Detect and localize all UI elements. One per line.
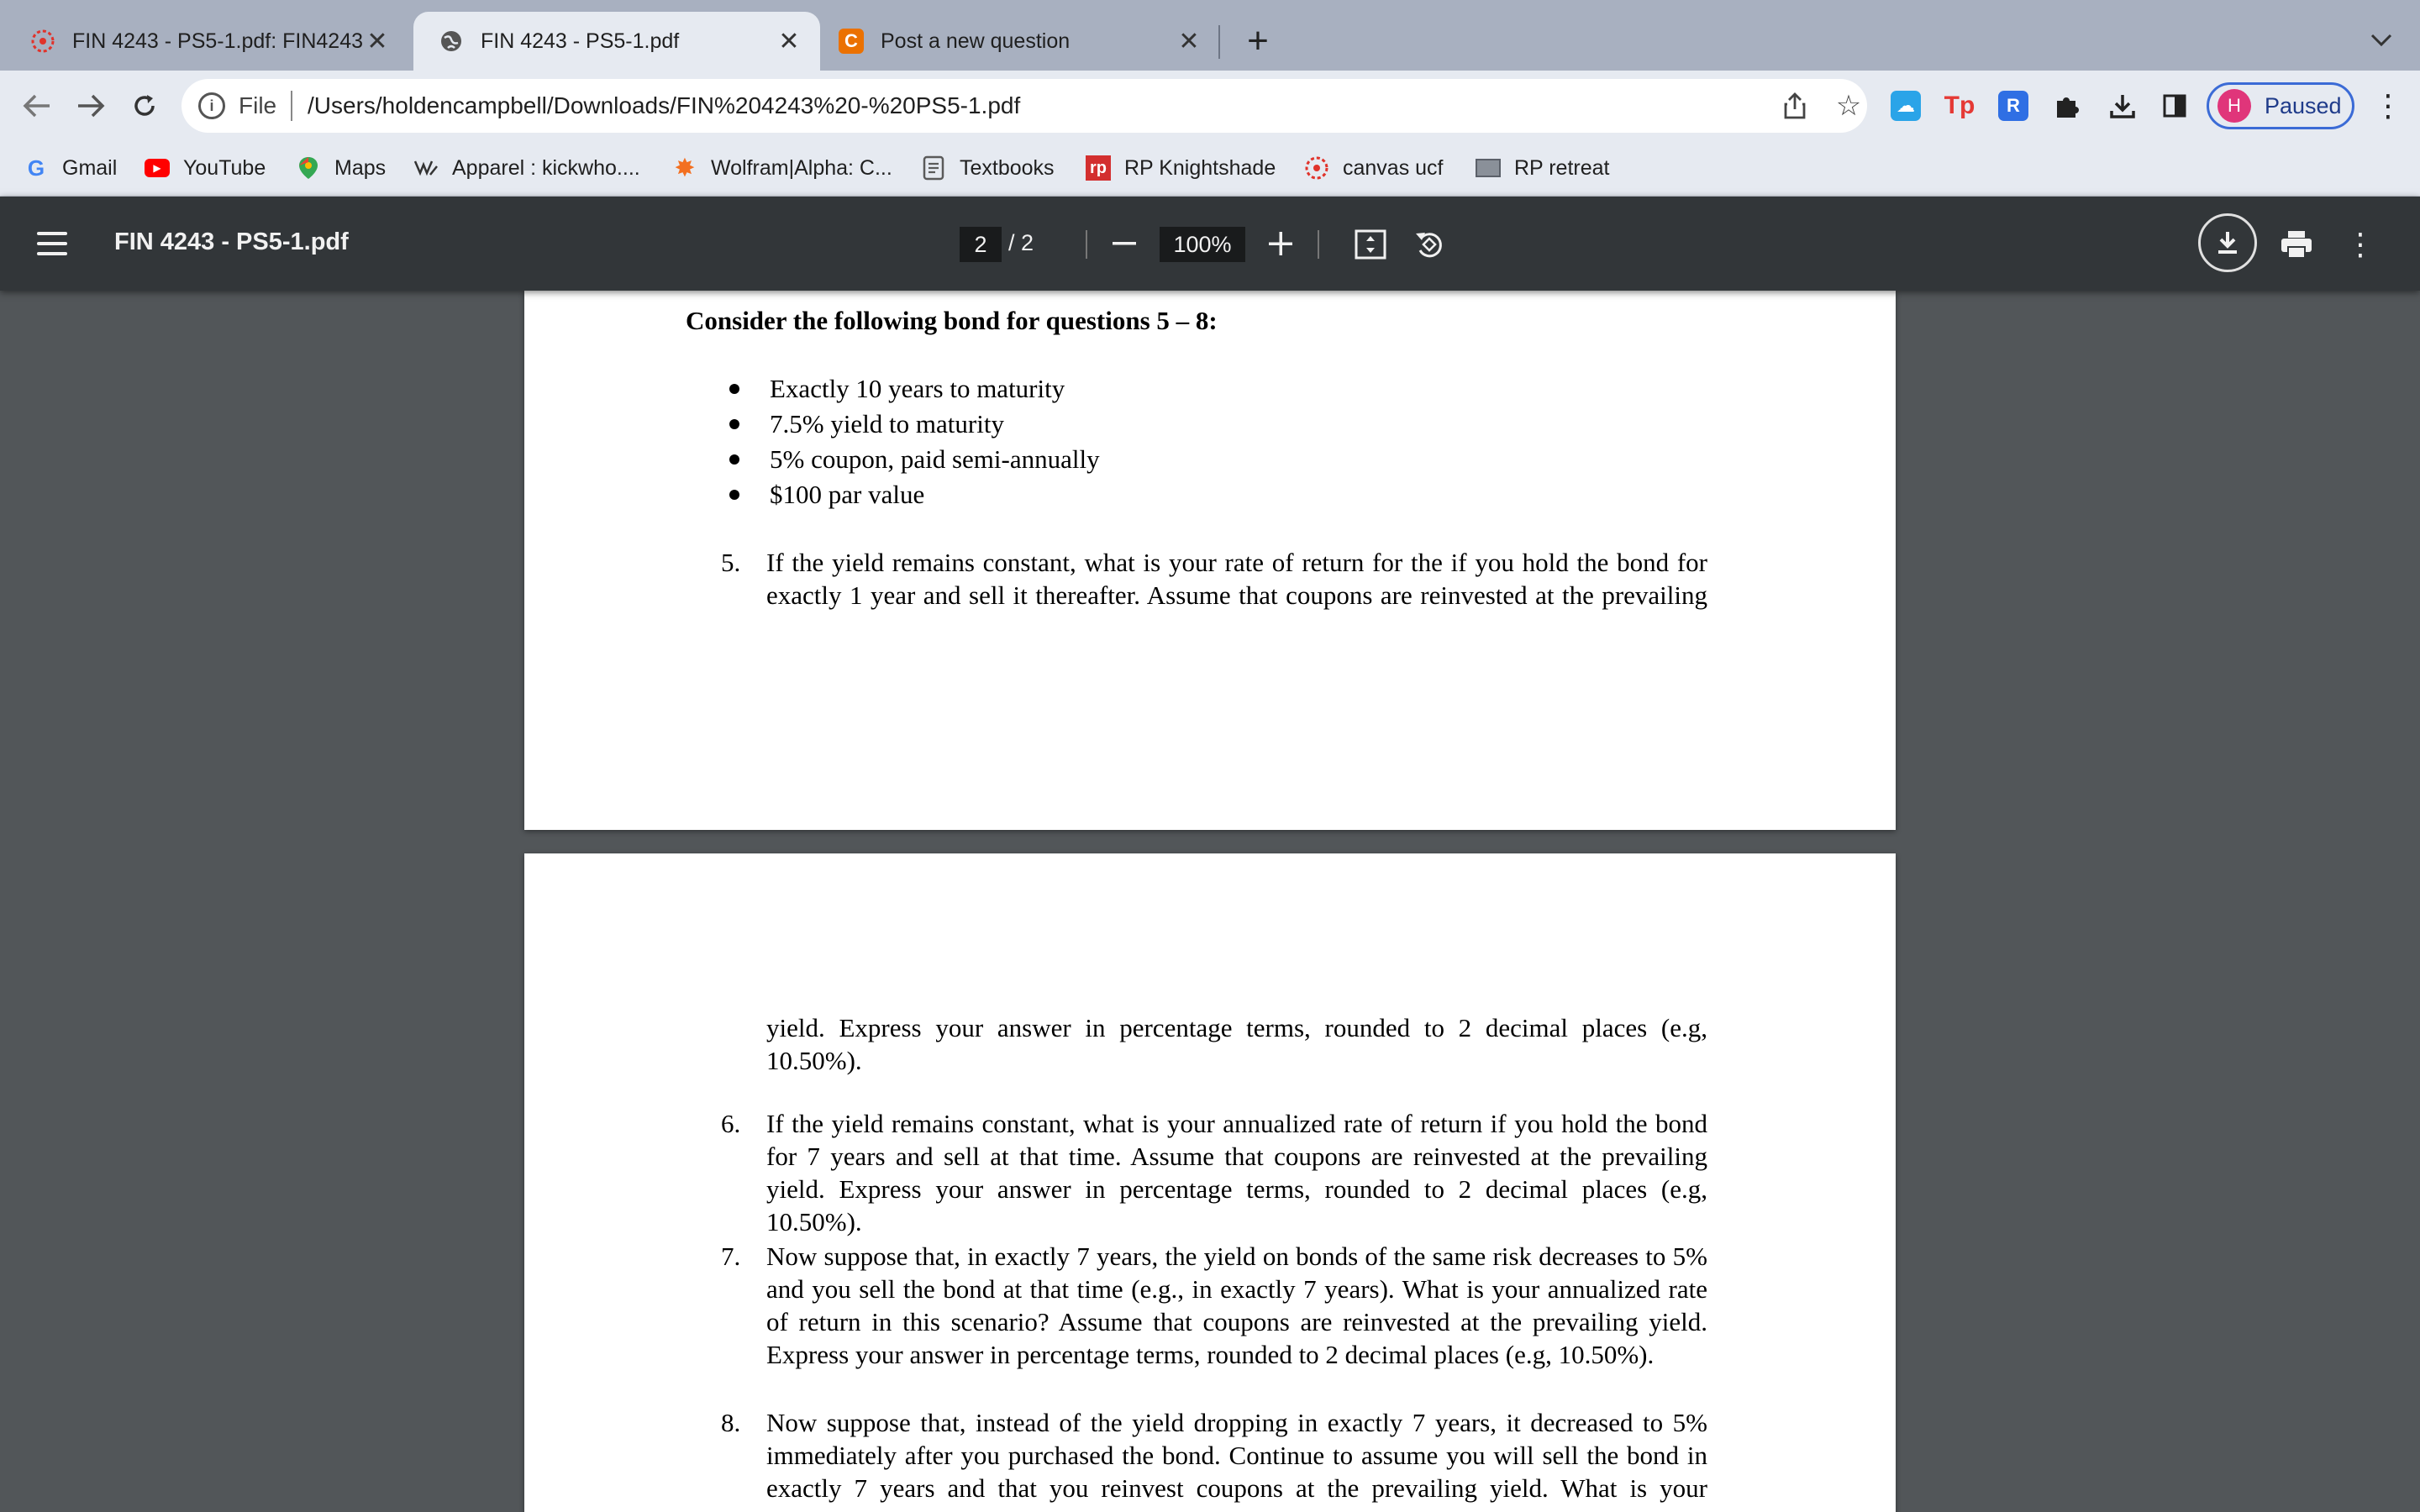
rp-icon: rp — [1086, 155, 1111, 181]
question-text: Now suppose that, in exactly 7 years, the yield on bonds of the same risk decreases to 5% and you sell the bond at that time (e.g., in exactly 7 years). What is your annualized rate of return in this scenario? Assume that coupons are reinvested at the prevailing yield. Express your answer in percentage terms, rounded to 2 decimal places (e.g, 10.50%). — [766, 1242, 1707, 1369]
rp-retreat-icon — [1476, 155, 1501, 181]
bookmark-textbooks[interactable] — [921, 151, 1055, 185]
bookmark-rp-retreat[interactable] — [1476, 151, 1609, 185]
download-pdf-button[interactable] — [2198, 213, 2257, 272]
address-bar[interactable] — [182, 79, 1867, 133]
tab-title: Post a new question — [881, 29, 1071, 53]
question-text: If the yield remains constant, what is your rate of return for the if you hold the bond for exactly 1 year and sell it thereafter. Assume that coupons are reinvested at the prevailing — [766, 548, 1707, 610]
list-item — [729, 442, 1100, 477]
list-item-text: Exactly 10 years to maturity — [770, 374, 1065, 403]
close-icon[interactable]: ✕ — [1178, 27, 1200, 55]
list-item-text: $100 par value — [770, 480, 925, 509]
extension-rt-icon[interactable]: R — [1998, 91, 2028, 121]
bookmark-star-icon[interactable]: ☆ — [1835, 90, 1862, 122]
tab-search-chevron-icon[interactable] — [2363, 22, 2400, 59]
hamburger-menu-icon[interactable] — [37, 228, 67, 259]
url-scheme-label: File — [239, 92, 277, 118]
browser-menu-icon[interactable]: ⋮ — [2373, 88, 2403, 123]
profile-button[interactable] — [2207, 82, 2354, 129]
downloads-icon[interactable] — [2106, 89, 2139, 123]
print-icon[interactable] — [2279, 227, 2314, 262]
reload-icon[interactable] — [126, 87, 163, 124]
tab-separator — [1218, 25, 1220, 59]
bookmark-canvas-ucf[interactable] — [1304, 151, 1444, 185]
bookmark-label: Textbooks — [960, 155, 1055, 180]
tab-strip — [0, 0, 2420, 71]
avatar: H — [2217, 89, 2251, 123]
canvas-icon — [1304, 155, 1329, 181]
globe-icon — [439, 29, 464, 54]
bookmark-label: RP retreat — [1514, 155, 1610, 180]
tab-canvas-pdf[interactable] — [5, 12, 408, 71]
document-icon — [921, 155, 946, 181]
list-item-text: 7.5% yield to maturity — [770, 409, 1004, 438]
toolbar-separator — [1318, 230, 1319, 259]
bookmark-label: canvas ucf — [1343, 155, 1444, 180]
tab-title: FIN 4243 - PS5-1.pdf — [481, 29, 680, 53]
zoom-level-input[interactable]: 100% — [1160, 227, 1245, 262]
question-6 — [721, 1107, 1707, 1238]
list-item — [729, 477, 1100, 512]
question-number: 8. — [721, 1408, 741, 1437]
bullet-icon — [729, 454, 739, 465]
extension-tp-icon[interactable]: Tp — [1944, 92, 1975, 119]
zoom-in-icon[interactable] — [1264, 227, 1297, 260]
tab-pdf-active[interactable] — [413, 12, 820, 71]
bullet-icon — [729, 419, 739, 429]
back-arrow-icon[interactable] — [18, 87, 55, 124]
bookmark-label: Gmail — [62, 155, 118, 180]
close-icon[interactable]: ✕ — [778, 27, 800, 55]
pdf-page-2 — [524, 853, 1896, 1512]
bullet-icon — [729, 490, 739, 500]
close-icon[interactable]: ✕ — [366, 27, 388, 55]
canvas-icon — [30, 29, 55, 54]
question-number: 5. — [721, 548, 741, 577]
pdf-toolbar — [0, 197, 2420, 291]
bookmark-label: Wolfram|Alpha: C... — [711, 155, 892, 180]
question-text: If the yield remains constant, what is your annualized rate of return if you hold the bond for 7 years and sell at that time. Assume that coupons are reinvested at the prevailing yield. Express your answer in percentage terms, rounded to 2 decimal places (e.g, 10.50%). — [766, 1109, 1707, 1236]
download-icon — [2215, 230, 2240, 255]
profile-status-label: Paused — [2265, 92, 2342, 118]
wolfram-icon: ✸ — [674, 154, 696, 182]
bookmark-label: YouTube — [183, 155, 266, 180]
zoom-out-icon[interactable] — [1107, 227, 1141, 260]
bookmark-wolfram[interactable] — [672, 151, 892, 185]
page-number-input[interactable]: 2 — [960, 227, 1002, 262]
bookmark-gmail[interactable] — [24, 151, 117, 185]
list-item-text: 5% coupon, paid semi-annually — [770, 444, 1100, 474]
question-5 — [721, 546, 1707, 612]
pdf-title: FIN 4243 - PS5-1.pdf — [114, 228, 349, 255]
maps-icon — [296, 155, 321, 181]
toolbar-separator — [1086, 230, 1087, 259]
question-8 — [721, 1406, 1707, 1504]
bookmark-maps[interactable] — [296, 151, 386, 185]
side-panel-icon[interactable] — [2158, 89, 2191, 123]
forward-arrow-icon[interactable] — [72, 87, 109, 124]
fit-to-page-icon[interactable] — [1353, 227, 1388, 262]
youtube-icon: ▶ — [145, 155, 170, 181]
bookmark-label: RP Knightshade — [1124, 155, 1276, 180]
rotate-icon[interactable] — [1412, 227, 1447, 262]
pdf-page-1 — [524, 291, 1896, 830]
bookmark-label: Apparel : kickwho.... — [452, 155, 640, 180]
extension-cloud-icon[interactable]: ☁ — [1891, 91, 1921, 121]
more-options-icon[interactable]: ⋮ — [2345, 227, 2375, 261]
bookmark-youtube[interactable] — [145, 151, 266, 185]
info-icon[interactable]: i — [198, 92, 225, 119]
google-icon: G — [27, 155, 45, 181]
bond-terms-list — [729, 371, 1100, 512]
bookmark-kickwho[interactable] — [413, 151, 640, 185]
list-item — [729, 371, 1100, 407]
bookmark-label: Maps — [334, 155, 387, 180]
bullet-icon — [729, 384, 739, 394]
section-heading: Consider the following bond for questions 5 – 8: — [686, 306, 1218, 335]
question-7 — [721, 1240, 1707, 1371]
browser-toolbar — [0, 71, 2420, 139]
question-text: Now suppose that, instead of the yield dropping in exactly 7 years, it decreased to 5% immediately after you purchased the bond. Continue to assume you will sell the bond in exactly 7 years and that you reinvest coupons at the prevailing yield. What is your — [766, 1408, 1707, 1503]
url-divider — [291, 91, 292, 121]
question-5-continued — [726, 1011, 1707, 1077]
question-number: 6. — [721, 1109, 741, 1138]
extensions-puzzle-icon[interactable] — [2050, 89, 2084, 123]
tab-title: FIN 4243 - PS5-1.pdf: FIN4243 — [72, 29, 364, 53]
bookmarks-bar — [0, 139, 2420, 197]
new-tab-button[interactable]: + — [1247, 20, 1269, 61]
question-number: 7. — [721, 1242, 741, 1271]
list-item — [729, 407, 1100, 442]
bookmark-rp-knightshade[interactable] — [1086, 151, 1276, 185]
question-text: yield. Express your answer in percentage terms, rounded to 2 decimal places (e.g, 10.50%). — [766, 1013, 1707, 1075]
chegg-icon: C — [839, 29, 864, 54]
kickwho-icon — [413, 155, 439, 181]
page-total-label: / 2 — [1008, 230, 1034, 255]
url-text[interactable]: /Users/holdencampbell/Downloads/FIN%204243%20-%20PS5-1.pdf — [308, 92, 1021, 118]
tab-chegg-question[interactable] — [813, 12, 1220, 71]
share-icon[interactable] — [1780, 91, 1810, 121]
